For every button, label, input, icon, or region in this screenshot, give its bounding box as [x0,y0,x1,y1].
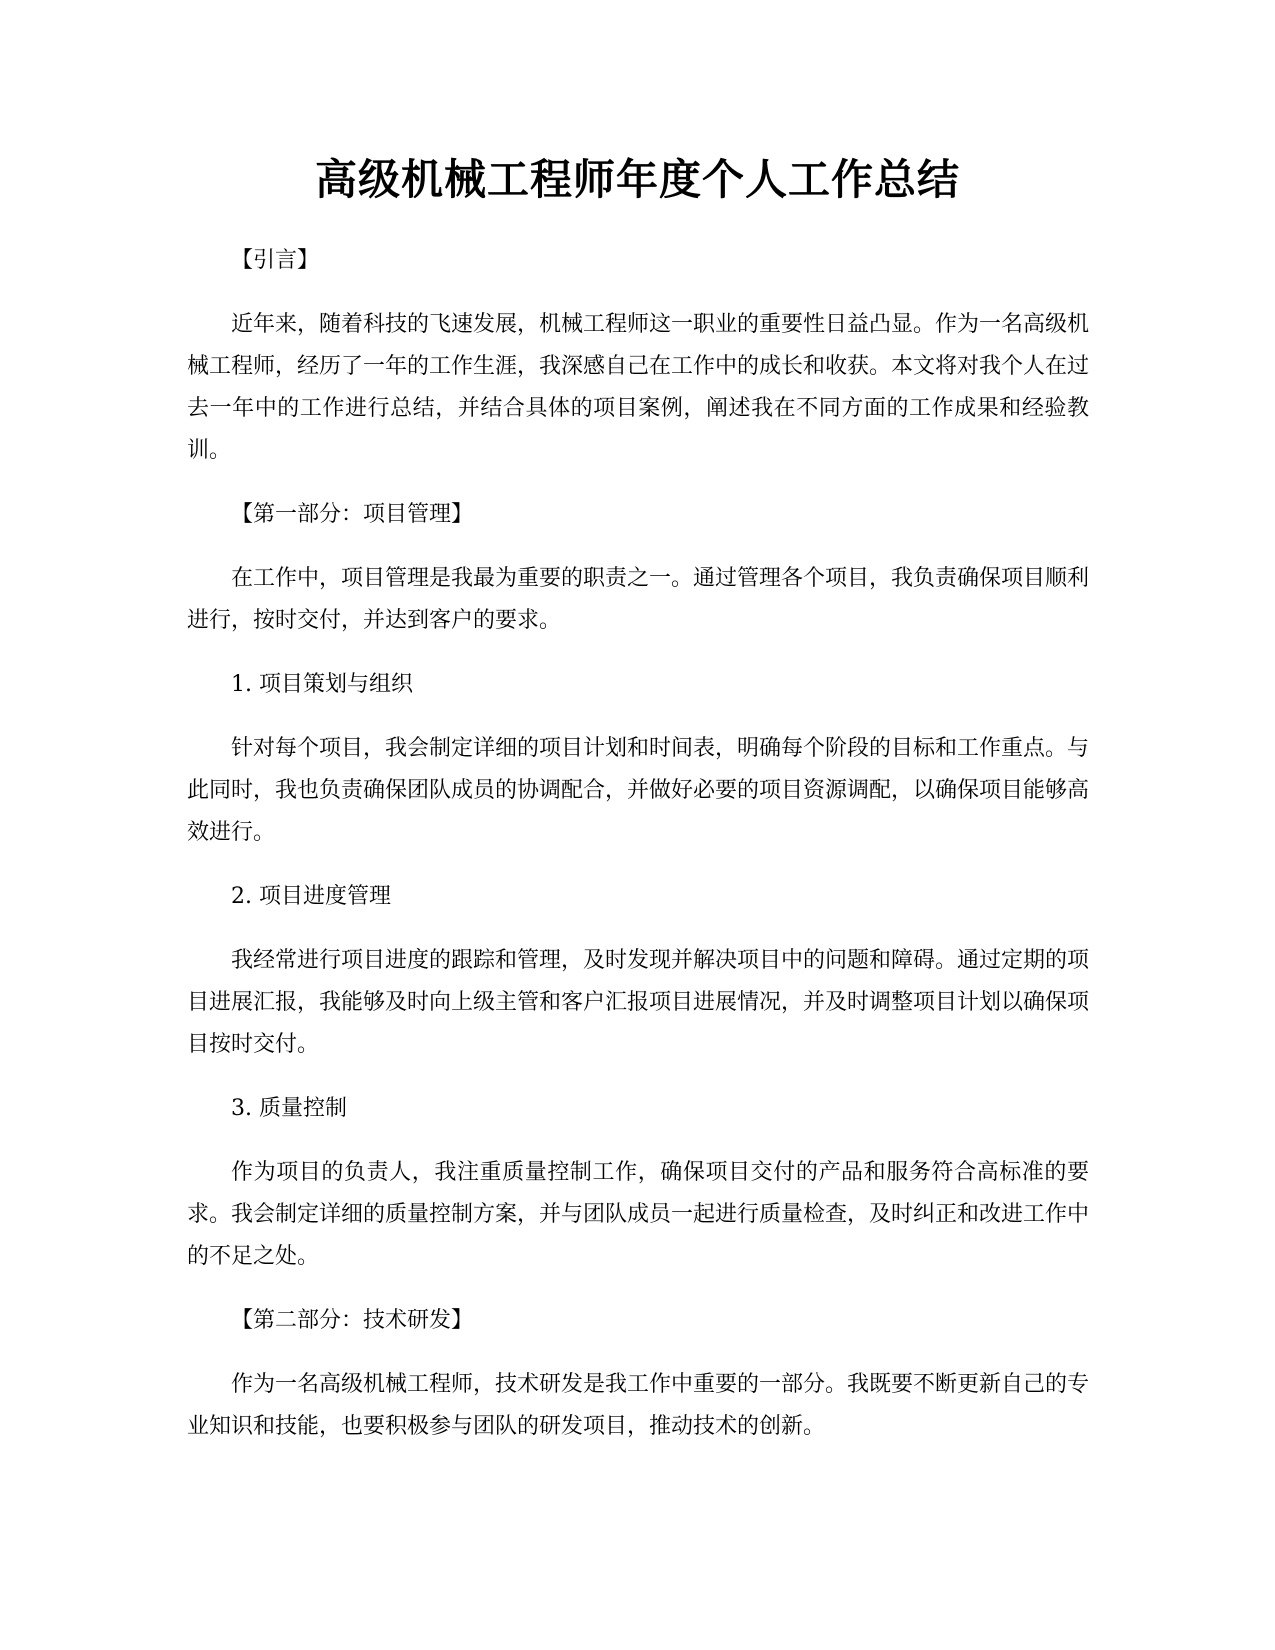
document-title: 高级机械工程师年度个人工作总结 [314,155,960,204]
section-heading-project-management: 【第一部分：项目管理】 [231,502,474,527]
paragraph-quality: 作为项目的负责人，我注重质量控制工作，确保项目交付的产品和服务符合高标准的要求。我会制定详细的质量控制方案，并与团队成员一起进行质量检查，及时纠正和改进工作中的不足之处。 [187,1160,1090,1269]
paragraph-progress: 我经常进行项目进度的跟踪和管理，及时发现并解决项目中的问题和障碍。通过定期的项目进展汇报，我能够及时向上级主管和客户汇报项目进展情况，并及时调整项目计划以确保项目按时交付。 [187,948,1090,1057]
subheading-quality: 3. 质量控制 [231,1096,347,1121]
paragraph-planning: 针对每个项目，我会制定详细的项目计划和时间表，明确每个阶段的目标和工作重点。与此同时，我也负责确保团队成员的协调配合，并做好必要的项目资源调配，以确保项目能够高效进行。 [187,736,1090,845]
paragraph-rnd: 作为一名高级机械工程师，技术研发是我工作中重要的一部分。我既要不断更新自己的专业知识和技能，也要积极参与团队的研发项目，推动技术的创新。 [187,1372,1090,1439]
paragraph-project-management: 在工作中，项目管理是我最为重要的职责之一。通过管理各个项目，我负责确保项目顺利进行，按时交付，并达到客户的要求。 [187,566,1090,633]
document-body [187,240,1089,1470]
paragraph-intro: 近年来，随着科技的飞速发展，机械工程师这一职业的重要性日益凸显。作为一名高级机械工程师，经历了一年的工作生涯，我深感自己在工作中的成长和收获。本文将对我个人在过去一年中的工作进行总结，并结合具体的项目案例，阐述我在不同方面的工作成果和经验教训。 [187,312,1090,463]
subheading-progress: 2. 项目进度管理 [231,884,391,909]
section-heading-intro: 【引言】 [231,248,320,273]
section-heading-rnd: 【第二部分：技术研发】 [231,1308,474,1333]
subheading-planning: 1. 项目策划与组织 [231,672,413,697]
